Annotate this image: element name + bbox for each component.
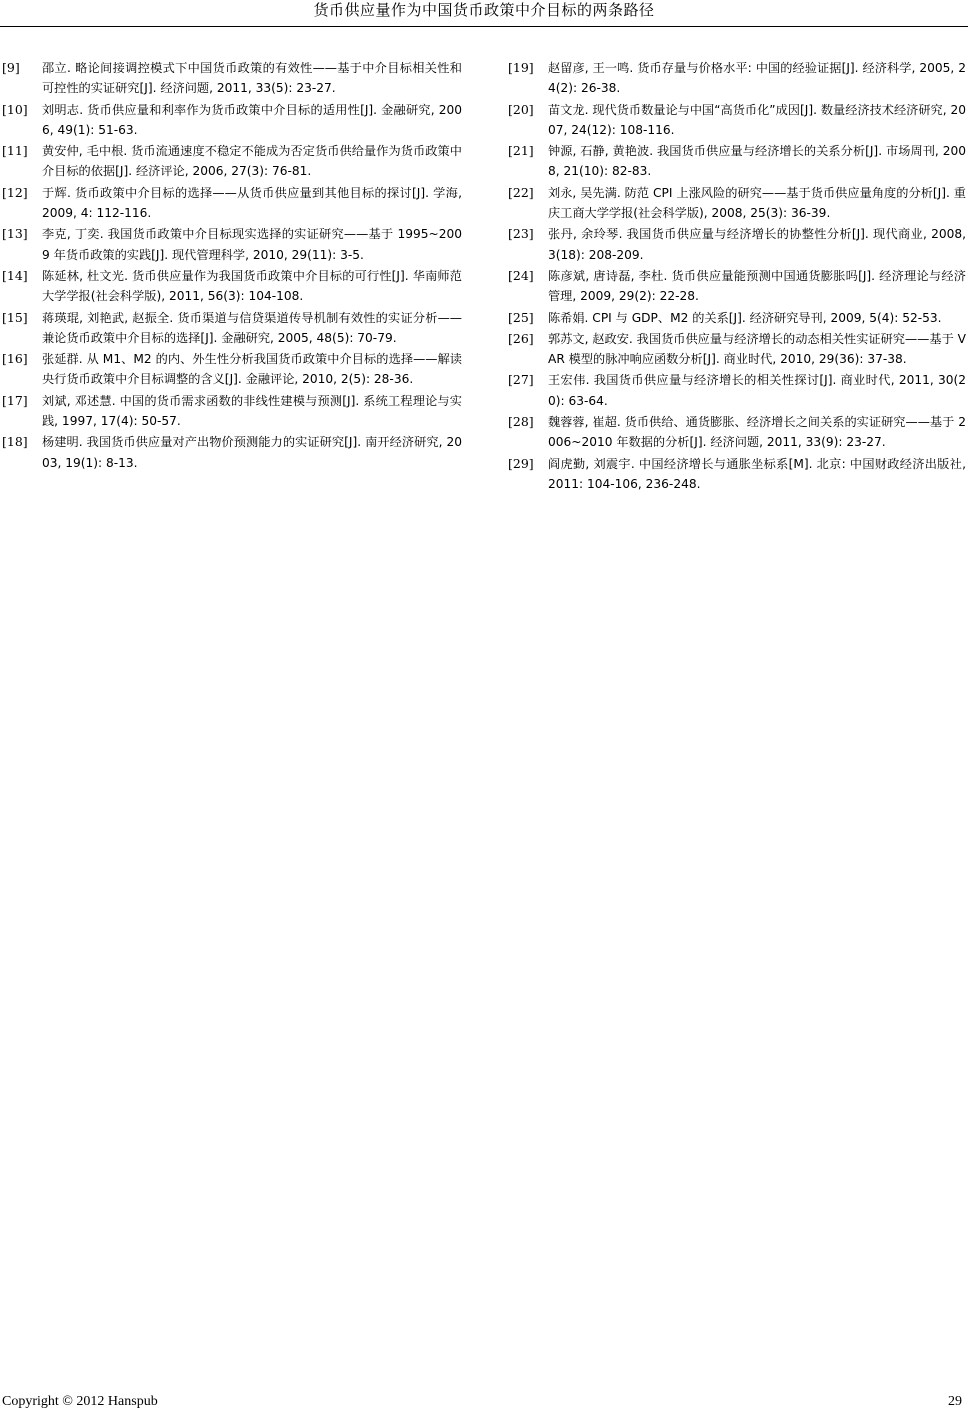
reference-number: [28] (508, 414, 534, 430)
reference-number: [24] (508, 267, 534, 283)
reference-text: 刘斌, 邓述慧. 中国的货币需求函数的非线性建模与预测[J]. 系统工程理论与实践, 1997, 17(4): 50-57. (42, 393, 462, 429)
reference-text: 李克, 丁奕. 我国货币政策中介目标现实选择的实证研究——基于 1995~2009 年货币政策的实践[J]. 现代管理科学, 2010, 29(11): 3-5. (42, 227, 462, 262)
reference-text: 刘永, 吴先满. 防范 CPI 上涨风险的研究——基于货币供应量角度的分析[J]. 重庆工商大学学报(社会科学版), 2008, 25(3): 36-39. (548, 185, 966, 221)
reference-text: 蒋瑛琨, 刘艳武, 赵振全. 货币渠道与信贷渠道传导机制有效性的实证分析——兼论货币政策中介目标的选择[J]. 金融研究, 2005, 48(5): 70-79. (42, 310, 462, 345)
reference-text: 苗文龙. 现代货币数量论与中国“高货币化”成因[J]. 数量经济技术经济研究, 2007, 24(12): 108-116. (548, 102, 966, 137)
reference-number: [25] (508, 309, 534, 325)
reference-text: 陈希娟. CPI 与 GDP、M2 的关系[J]. 经济研究导刊, 2009, 5(4): 52-53. (548, 310, 942, 325)
reference-item (2, 183, 462, 224)
reference-number: [11] (2, 143, 28, 159)
reference-item (2, 224, 462, 265)
reference-item (508, 308, 966, 328)
reference-item (2, 391, 462, 432)
header-divider (0, 26, 968, 27)
reference-item (2, 266, 462, 307)
reference-item (2, 432, 462, 473)
reference-number: [21] (508, 143, 534, 159)
reference-item (508, 329, 966, 370)
reference-number: [29] (508, 455, 534, 471)
reference-text: 郭苏文, 赵政安. 我国货币供应量与经济增长的动态相关性实证研究——基于 VAR 模型的脉冲响应函数分析[J]. 商业时代, 2010, 29(36): 37-38. (548, 331, 966, 367)
reference-item (508, 58, 966, 99)
reference-item (508, 454, 966, 495)
reference-item (508, 370, 966, 411)
reference-item (508, 224, 966, 265)
reference-number: [23] (508, 226, 534, 242)
reference-number: [13] (2, 226, 28, 242)
reference-item (508, 183, 966, 224)
footer-copyright: Copyright © 2012 Hanspub (2, 1394, 158, 1409)
reference-item (2, 349, 462, 390)
reference-number: [18] (2, 434, 28, 450)
running-header-title: 货币供应量作为中国货币政策中介目标的两条路径 (313, 1, 655, 19)
reference-text: 邵立. 略论间接调控模式下中国货币政策的有效性——基于中介目标相关性和可控性的实证研究[J]. 经济问题, 2011, 33(5): 23-27. (42, 61, 462, 96)
reference-text: 于辉. 货币政策中介目标的选择——从货币供应量到其他目标的探讨[J]. 学海, 2009, 4: 112-116. (42, 185, 462, 221)
reference-text: 杨建明. 我国货币供应量对产出物价预测能力的实证研究[J]. 南开经济研究, 2003, 19(1): 8-13. (42, 435, 462, 470)
reference-text: 王宏伟. 我国货币供应量与经济增长的相关性探讨[J]. 商业时代, 2011, 30(20): 63-64. (548, 373, 966, 408)
reference-text: 张丹, 余玲琴. 我国货币供应量与经济增长的协整性分析[J]. 现代商业, 2008, 3(18): 208-209. (548, 227, 966, 262)
reference-text: 陈延林, 杜文光. 货币供应量作为我国货币政策中介目标的可行性[J]. 华南师范大学学报(社会科学版), 2011, 56(3): 104-108. (42, 268, 462, 304)
references-left-column (2, 58, 462, 474)
reference-number: [22] (508, 184, 534, 200)
reference-number: [10] (2, 101, 28, 117)
reference-number: [9] (2, 60, 20, 75)
reference-text: 刘明志. 货币供应量和利率作为货币政策中介目标的适用性[J]. 金融研究, 2006, 49(1): 51-63. (42, 102, 462, 137)
reference-text: 黄安仲, 毛中根. 货币流通速度不稳定不能成为否定货币供给量作为货币政策中介目标的依据[J]. 经济评论, 2006, 27(3): 76-81. (42, 144, 462, 179)
reference-number: [12] (2, 184, 28, 200)
footer-page-number: 29 (948, 1394, 962, 1409)
reference-item (508, 266, 966, 307)
reference-number: [27] (508, 372, 534, 388)
reference-item (508, 100, 966, 141)
reference-number: [20] (508, 101, 534, 117)
reference-number: [26] (508, 330, 534, 346)
reference-number: [14] (2, 267, 28, 283)
reference-text: 钟源, 石静, 黄艳波. 我国货币供应量与经济增长的关系分析[J]. 市场周刊, 2008, 21(10): 82-83. (548, 144, 966, 179)
references-right-column (508, 58, 966, 495)
reference-text: 张延群. 从 M1、M2 的内、外生性分析我国货币政策中介目标的选择——解读央行货币政策中介目标调整的含义[J]. 金融评论, 2010, 2(5): 28-36. (42, 352, 462, 387)
reference-item (2, 100, 462, 141)
reference-number: [15] (2, 309, 28, 325)
reference-number: [17] (2, 392, 28, 408)
reference-item (2, 58, 462, 99)
reference-item (2, 308, 462, 349)
reference-text: 阎虎勤, 刘震宇. 中国经济增长与通胀坐标系[M]. 北京: 中国财政经济出版社, 2011: 104-106, 236-248. (548, 456, 966, 491)
reference-number: [19] (508, 60, 534, 75)
reference-item (508, 412, 966, 453)
reference-text: 魏蓉蓉, 崔超. 货币供给、通货膨胀、经济增长之间关系的实证研究——基于 2006~2010 年数据的分析[J]. 经济问题, 2011, 33(9): 23-27. (548, 415, 966, 450)
reference-text: 陈彦斌, 唐诗磊, 李杜. 货币供应量能预测中国通货膨胀吗[J]. 经济理论与经济管理, 2009, 29(2): 22-28. (548, 268, 966, 304)
reference-text: 赵留彦, 王一鸣. 货币存量与价格水平: 中国的经验证据[J]. 经济科学, 2005, 24(2): 26-38. (548, 61, 966, 96)
reference-number: [16] (2, 351, 28, 367)
reference-item (2, 141, 462, 182)
reference-item (508, 141, 966, 182)
